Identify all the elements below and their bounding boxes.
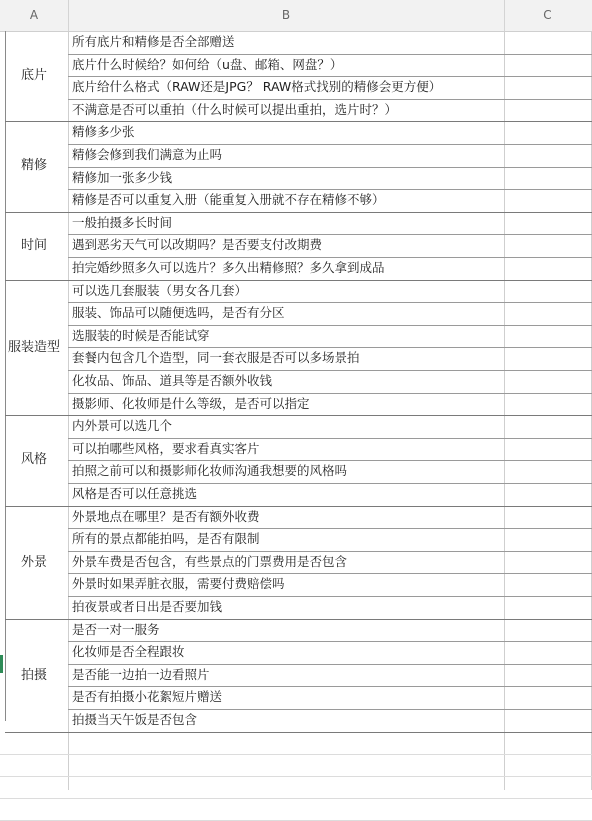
question-text: 化妆师是否全程跟妆 — [72, 644, 185, 660]
active-row-indicator — [0, 655, 3, 673]
question-row[interactable] — [68, 212, 592, 235]
question-row[interactable] — [68, 121, 592, 144]
question-text: 外景地点在哪里？是否有额外收费 — [72, 508, 260, 524]
row-border — [68, 709, 592, 710]
question-text: 套餐内包含几个造型，同一套衣服是否可以多场景拍 — [72, 350, 360, 366]
row-border — [68, 573, 592, 574]
question-row[interactable] — [68, 31, 592, 54]
question-row[interactable] — [68, 189, 592, 212]
question-row[interactable] — [68, 709, 592, 732]
question-row[interactable] — [68, 280, 592, 303]
row-border — [68, 664, 592, 665]
question-text: 所有底片和精修是否全部赠送 — [72, 34, 235, 49]
question-row[interactable] — [68, 619, 592, 642]
question-text: 是否能一边拍一边看照片 — [72, 666, 210, 682]
question-text: 拍夜景或者日出是否要加钱 — [72, 599, 223, 614]
row-border — [68, 76, 592, 77]
row-border — [68, 99, 592, 100]
row-border — [68, 438, 592, 439]
row-border — [68, 483, 592, 484]
row-border — [68, 686, 592, 687]
column-header-b[interactable]: B — [68, 0, 505, 31]
question-text: 是否有拍摄小花絮短片赠送 — [72, 689, 223, 705]
row-border — [68, 460, 592, 461]
question-text: 拍照之前可以和摄影师化妆师沟通我想要的风格吗 — [72, 463, 348, 479]
row-border — [68, 370, 592, 371]
question-row[interactable] — [68, 347, 592, 370]
question-row[interactable] — [68, 551, 592, 574]
question-row[interactable] — [68, 460, 592, 483]
category-cell[interactable]: 底片 — [20, 68, 47, 83]
column-header-bar — [0, 0, 592, 32]
question-row[interactable] — [68, 76, 592, 99]
row-border — [68, 596, 592, 597]
question-text: 所有的景点都能拍吗，是否有限制 — [72, 531, 260, 547]
question-row[interactable] — [68, 664, 592, 687]
row-border — [68, 528, 592, 529]
row-border — [68, 167, 592, 168]
question-row[interactable] — [68, 302, 592, 325]
column-header-c[interactable]: C — [543, 8, 552, 22]
question-text: 底片给什么格式（RAW还是JPG？ RAW格式找别的精修会更方便） — [72, 79, 442, 95]
row-border — [68, 189, 592, 190]
spreadsheet-grid — [0, 31, 592, 790]
empty-row-border — [0, 820, 592, 821]
question-text: 精修多少张 — [72, 124, 135, 140]
category-cell[interactable]: 风格 — [20, 452, 47, 468]
question-text: 不满意是否可以重拍（什么时候可以提出重拍，选片时？） — [72, 101, 398, 117]
question-row[interactable] — [68, 257, 592, 280]
question-text: 底片什么时候给？如何给（u盘、邮箱、网盘？） — [72, 56, 343, 72]
question-text: 遇到恶劣天气可以改期吗？是否要支付改期费 — [72, 237, 323, 253]
question-row[interactable] — [68, 415, 592, 438]
column-header-a[interactable]: A — [0, 0, 69, 31]
question-row[interactable] — [68, 641, 592, 664]
question-text: 外景车费是否包含，有些景点的门票费用是否包含 — [72, 553, 348, 569]
question-text: 化妆品、饰品、道具等是否额外收钱 — [72, 373, 273, 388]
row-border — [68, 302, 592, 303]
row-border — [68, 234, 592, 235]
category-cell[interactable]: 外景 — [20, 554, 47, 570]
row-border — [68, 641, 592, 642]
question-text: 风格是否可以任意挑选 — [72, 486, 198, 501]
question-row[interactable] — [68, 596, 592, 619]
question-text: 可以选几套服装（男女各几套） — [72, 282, 248, 298]
question-row[interactable] — [68, 370, 592, 393]
category-cell[interactable]: 精修 — [20, 158, 47, 174]
question-row[interactable] — [68, 54, 592, 77]
question-text: 精修是否可以重复入册（能重复入册就不存在精修不够） — [72, 192, 385, 208]
question-text: 选服装的时候是否能试穿 — [72, 327, 210, 343]
row-border — [68, 551, 592, 552]
question-text: 摄影师、化妆师是什么等级，是否可以指定 — [72, 395, 310, 411]
category-cell[interactable]: 服装造型 — [7, 339, 60, 355]
row-border — [68, 54, 592, 55]
question-row[interactable] — [68, 234, 592, 257]
question-row[interactable] — [68, 99, 592, 122]
question-text: 一般拍摄多长时间 — [72, 214, 173, 230]
row-border — [68, 393, 592, 394]
row-border — [68, 325, 592, 326]
empty-row-border — [0, 776, 592, 777]
empty-row-border — [0, 754, 592, 755]
question-row[interactable] — [68, 483, 592, 506]
question-text: 外景时如果弄脏衣服，需要付费赔偿吗 — [72, 576, 285, 592]
question-row[interactable] — [68, 528, 592, 551]
question-row[interactable] — [68, 167, 592, 190]
question-text: 精修加一张多少钱 — [72, 169, 173, 185]
row-border — [68, 347, 592, 348]
category-cell[interactable]: 时间 — [20, 237, 47, 253]
question-text: 内外景可以选几个 — [72, 418, 173, 434]
row-border — [68, 144, 592, 145]
question-row[interactable] — [68, 506, 592, 529]
question-text: 拍摄当天午饭是否包含 — [72, 712, 198, 727]
question-row[interactable] — [68, 325, 592, 348]
empty-row-border — [0, 798, 592, 799]
question-row[interactable] — [68, 438, 592, 461]
category-cell[interactable]: 拍摄 — [20, 667, 47, 683]
question-text: 服装、饰品可以随便选吗，是否有分区 — [72, 305, 285, 321]
question-row[interactable] — [68, 393, 592, 416]
question-text: 精修会修到我们满意为止吗 — [72, 147, 223, 162]
question-row[interactable] — [68, 144, 592, 167]
question-text: 拍完婚纱照多久可以选片？多久出精修照？多久拿到成品 — [72, 260, 385, 275]
question-text: 可以拍哪些风格，要求看真实客片 — [72, 440, 260, 456]
question-row[interactable] — [68, 573, 592, 596]
question-text: 是否一对一服务 — [72, 621, 160, 637]
question-row[interactable] — [68, 686, 592, 709]
group-border — [5, 732, 592, 733]
row-border — [68, 257, 592, 258]
